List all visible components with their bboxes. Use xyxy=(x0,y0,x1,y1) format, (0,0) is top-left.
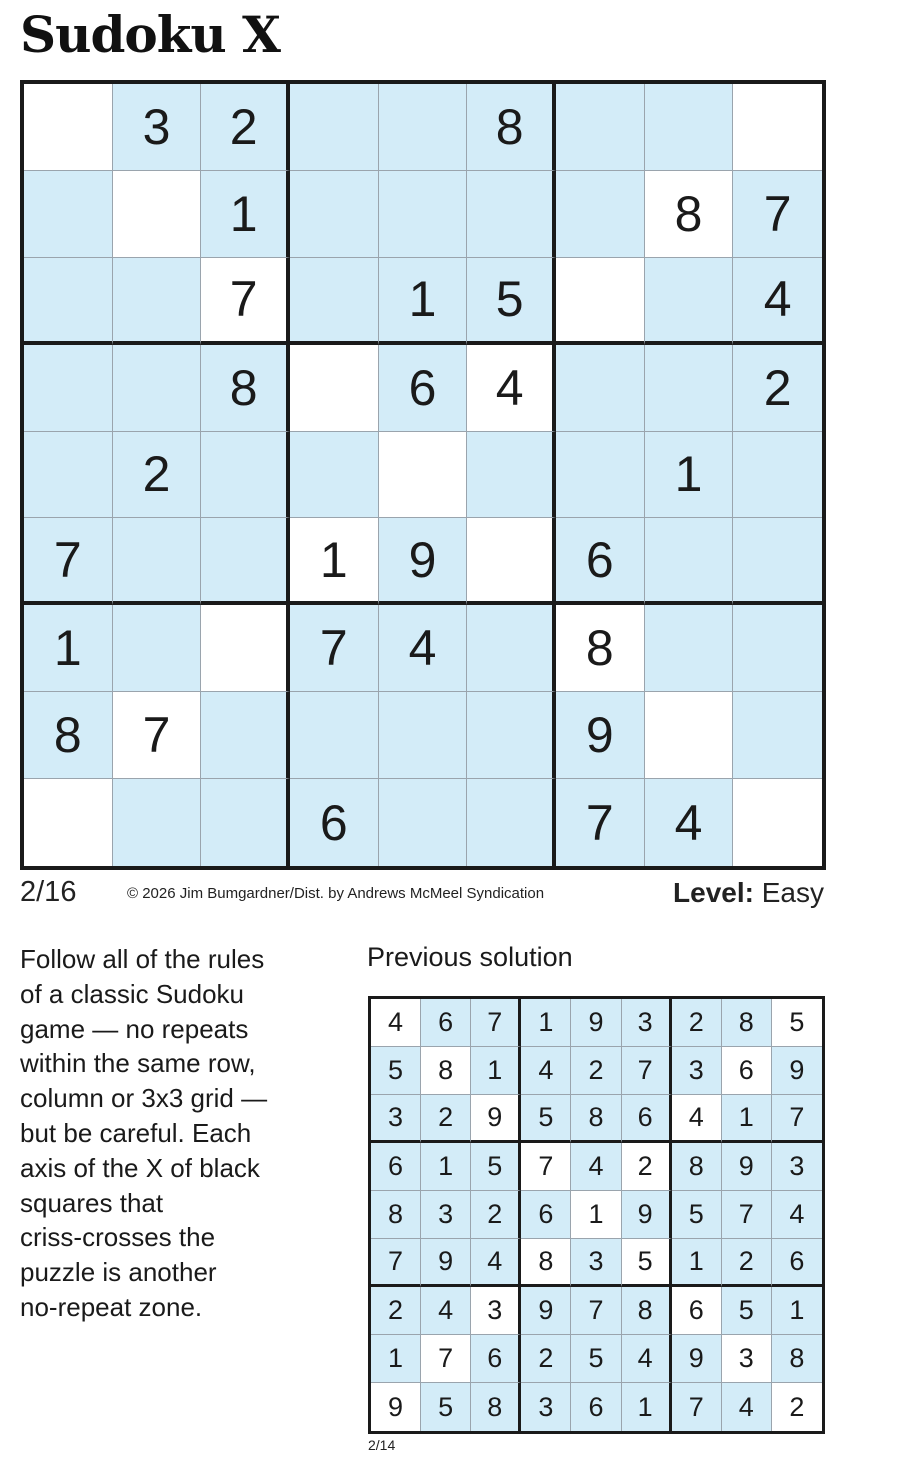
solution-cell: 2 xyxy=(722,1239,772,1287)
solution-cell: 8 xyxy=(672,1143,722,1191)
sudoku-cell[interactable] xyxy=(290,258,379,345)
sudoku-cell[interactable]: 1 xyxy=(290,518,379,605)
solution-cell: 8 xyxy=(622,1287,672,1335)
solution-cell: 8 xyxy=(471,1383,521,1431)
sudoku-cell[interactable] xyxy=(379,84,468,171)
solution-cell: 7 xyxy=(521,1143,571,1191)
sudoku-cell[interactable] xyxy=(113,171,202,258)
sudoku-cell[interactable] xyxy=(201,518,290,605)
sudoku-cell[interactable]: 7 xyxy=(733,171,822,258)
sudoku-cell[interactable] xyxy=(379,432,468,519)
sudoku-cell[interactable]: 1 xyxy=(379,258,468,345)
solution-cell: 2 xyxy=(421,1095,471,1143)
solution-cell: 5 xyxy=(421,1383,471,1431)
sudoku-cell[interactable] xyxy=(290,432,379,519)
sudoku-cell[interactable] xyxy=(733,432,822,519)
sudoku-cell[interactable] xyxy=(645,345,734,432)
solution-cell: 4 xyxy=(571,1143,621,1191)
sudoku-cell[interactable] xyxy=(556,345,645,432)
rules-line: of a classic Sudoku xyxy=(20,978,245,1009)
solution-cell: 6 xyxy=(371,1143,421,1191)
solution-cell: 6 xyxy=(722,1047,772,1095)
sudoku-cell[interactable] xyxy=(556,258,645,345)
solution-cell: 5 xyxy=(571,1335,621,1383)
solution-cell: 1 xyxy=(421,1143,471,1191)
solution-cell: 9 xyxy=(722,1143,772,1191)
solution-cell: 3 xyxy=(371,1095,421,1143)
rules-line: axis of the X of black xyxy=(20,1152,260,1183)
solution-cell: 1 xyxy=(471,1047,521,1095)
sudoku-cell[interactable] xyxy=(24,258,113,345)
sudoku-cell[interactable] xyxy=(201,605,290,692)
sudoku-cell[interactable] xyxy=(379,692,468,779)
solution-cell: 4 xyxy=(672,1095,722,1143)
sudoku-cell[interactable] xyxy=(24,432,113,519)
level-label: Level: xyxy=(673,877,754,908)
sudoku-cell[interactable]: 4 xyxy=(467,345,556,432)
sudoku-cell[interactable]: 1 xyxy=(201,171,290,258)
sudoku-cell[interactable] xyxy=(467,692,556,779)
sudoku-cell[interactable] xyxy=(379,171,468,258)
sudoku-cell[interactable] xyxy=(113,605,202,692)
sudoku-cell[interactable]: 9 xyxy=(556,692,645,779)
sudoku-cell[interactable]: 8 xyxy=(467,84,556,171)
sudoku-cell[interactable] xyxy=(467,171,556,258)
solution-cell: 9 xyxy=(672,1335,722,1383)
solution-cell: 7 xyxy=(672,1383,722,1431)
sudoku-cell[interactable]: 7 xyxy=(290,605,379,692)
sudoku-cell[interactable] xyxy=(24,171,113,258)
solution-cell: 1 xyxy=(571,1191,621,1239)
sudoku-cell[interactable]: 7 xyxy=(24,518,113,605)
sudoku-cell[interactable] xyxy=(290,345,379,432)
solution-cell: 3 xyxy=(622,999,672,1047)
copyright-notice: © 2026 Jim Bumgardner/Dist. by Andrews McMeel Syndication xyxy=(127,885,545,902)
solution-cell: 4 xyxy=(722,1383,772,1431)
sudoku-cell[interactable] xyxy=(24,84,113,171)
sudoku-cell[interactable]: 6 xyxy=(556,518,645,605)
solution-cell: 8 xyxy=(521,1239,571,1287)
rules-line: column or 3x3 grid — xyxy=(20,1083,268,1114)
solution-cell: 5 xyxy=(672,1191,722,1239)
solution-cell: 4 xyxy=(622,1335,672,1383)
solution-cell: 9 xyxy=(772,1047,822,1095)
solution-cell: 3 xyxy=(421,1191,471,1239)
solution-cell: 4 xyxy=(772,1191,822,1239)
solution-cell: 6 xyxy=(421,999,471,1047)
level-value: Easy xyxy=(761,877,824,908)
solution-cell: 2 xyxy=(471,1191,521,1239)
sudoku-cell[interactable] xyxy=(201,432,290,519)
solution-cell: 1 xyxy=(371,1335,421,1383)
solution-cell: 4 xyxy=(521,1047,571,1095)
solution-cell: 3 xyxy=(471,1287,521,1335)
rules-line: game — no repeats xyxy=(20,1013,249,1044)
sudoku-cell[interactable]: 2 xyxy=(201,84,290,171)
solution-cell: 9 xyxy=(571,999,621,1047)
solution-cell: 8 xyxy=(772,1335,822,1383)
solution-cell: 7 xyxy=(471,999,521,1047)
solution-cell: 2 xyxy=(622,1143,672,1191)
sudoku-cell[interactable] xyxy=(24,779,113,866)
solution-cell: 9 xyxy=(622,1191,672,1239)
solution-cell: 2 xyxy=(772,1383,822,1431)
sudoku-cell[interactable]: 7 xyxy=(556,779,645,866)
solution-cell: 1 xyxy=(722,1095,772,1143)
solution-cell: 6 xyxy=(772,1239,822,1287)
sudoku-cell[interactable] xyxy=(24,345,113,432)
sudoku-cell[interactable] xyxy=(556,84,645,171)
previous-solution-grid xyxy=(368,996,825,1434)
solution-cell: 6 xyxy=(471,1335,521,1383)
solution-cell: 3 xyxy=(571,1239,621,1287)
solution-cell: 6 xyxy=(672,1287,722,1335)
sudoku-cell[interactable]: 7 xyxy=(201,258,290,345)
sudoku-cell[interactable]: 8 xyxy=(556,605,645,692)
sudoku-cell[interactable] xyxy=(556,171,645,258)
solution-cell: 5 xyxy=(471,1143,521,1191)
sudoku-cell[interactable] xyxy=(733,779,822,866)
sudoku-cell[interactable] xyxy=(733,518,822,605)
sudoku-cell[interactable] xyxy=(733,692,822,779)
solution-cell: 7 xyxy=(722,1191,772,1239)
sudoku-cell[interactable] xyxy=(113,518,202,605)
sudoku-cell[interactable]: 9 xyxy=(379,518,468,605)
solution-cell: 4 xyxy=(471,1239,521,1287)
sudoku-cell[interactable] xyxy=(379,779,468,866)
sudoku-cell[interactable] xyxy=(290,171,379,258)
sudoku-cell[interactable]: 1 xyxy=(645,432,734,519)
rules-line: Follow all of the rules xyxy=(20,944,265,974)
rules-text xyxy=(20,942,320,1325)
puzzle-date: 2/16 xyxy=(20,876,77,908)
sudoku-grid xyxy=(20,80,826,870)
solution-cell: 5 xyxy=(521,1095,571,1143)
sudoku-cell[interactable]: 5 xyxy=(467,258,556,345)
sudoku-cell[interactable] xyxy=(467,779,556,866)
sudoku-cell[interactable] xyxy=(290,692,379,779)
solution-cell: 8 xyxy=(371,1191,421,1239)
sudoku-cell[interactable] xyxy=(645,692,734,779)
rules-line: squares that xyxy=(20,1187,164,1218)
solution-cell: 8 xyxy=(421,1047,471,1095)
rules-line: no-repeat zone. xyxy=(20,1291,203,1322)
solution-cell: 2 xyxy=(672,999,722,1047)
solution-cell: 7 xyxy=(371,1239,421,1287)
solution-cell: 3 xyxy=(722,1335,772,1383)
solution-cell: 7 xyxy=(571,1287,621,1335)
sudoku-cell[interactable] xyxy=(733,84,822,171)
sudoku-cell[interactable] xyxy=(467,605,556,692)
solution-cell: 7 xyxy=(772,1095,822,1143)
solution-cell: 5 xyxy=(772,999,822,1047)
solution-cell: 6 xyxy=(521,1191,571,1239)
solution-cell: 6 xyxy=(571,1383,621,1431)
sudoku-cell[interactable]: 4 xyxy=(733,258,822,345)
rules-line: puzzle is another xyxy=(20,1257,217,1288)
sudoku-cell[interactable]: 4 xyxy=(645,779,734,866)
sudoku-cell[interactable] xyxy=(467,518,556,605)
solution-cell: 9 xyxy=(421,1239,471,1287)
sudoku-cell[interactable]: 8 xyxy=(645,171,734,258)
sudoku-cell[interactable]: 1 xyxy=(24,605,113,692)
previous-solution-date: 2/14 xyxy=(368,1437,396,1453)
sudoku-cell[interactable] xyxy=(467,432,556,519)
sudoku-cell[interactable] xyxy=(201,692,290,779)
solution-cell: 1 xyxy=(622,1383,672,1431)
sudoku-cell[interactable]: 2 xyxy=(733,345,822,432)
solution-cell: 7 xyxy=(421,1335,471,1383)
solution-cell: 4 xyxy=(421,1287,471,1335)
sudoku-cell[interactable]: 2 xyxy=(113,432,202,519)
sudoku-cell[interactable]: 6 xyxy=(290,779,379,866)
solution-cell: 3 xyxy=(772,1143,822,1191)
sudoku-cell[interactable] xyxy=(290,84,379,171)
solution-cell: 3 xyxy=(672,1047,722,1095)
solution-cell: 8 xyxy=(571,1095,621,1143)
sudoku-cell[interactable]: 7 xyxy=(113,692,202,779)
solution-cell: 3 xyxy=(521,1383,571,1431)
sudoku-cell[interactable] xyxy=(113,345,202,432)
sudoku-cell[interactable] xyxy=(113,258,202,345)
solution-cell: 2 xyxy=(521,1335,571,1383)
sudoku-cell[interactable] xyxy=(645,605,734,692)
solution-cell: 6 xyxy=(622,1095,672,1143)
solution-cell: 9 xyxy=(371,1383,421,1431)
sudoku-cell[interactable] xyxy=(645,84,734,171)
sudoku-cell[interactable] xyxy=(733,605,822,692)
previous-solution-label: Previous solution xyxy=(367,942,573,972)
rules-line: criss-crosses the xyxy=(20,1222,216,1253)
solution-cell: 7 xyxy=(622,1047,672,1095)
solution-cell: 1 xyxy=(521,999,571,1047)
sudoku-cell[interactable] xyxy=(645,258,734,345)
sudoku-cell[interactable]: 8 xyxy=(201,345,290,432)
solution-cell: 5 xyxy=(722,1287,772,1335)
solution-cell: 2 xyxy=(571,1047,621,1095)
sudoku-cell[interactable]: 8 xyxy=(24,692,113,779)
sudoku-cell[interactable] xyxy=(201,779,290,866)
sudoku-cell[interactable] xyxy=(113,779,202,866)
sudoku-cell[interactable] xyxy=(556,432,645,519)
solution-cell: 2 xyxy=(371,1287,421,1335)
solution-cell: 8 xyxy=(722,999,772,1047)
sudoku-cell[interactable]: 3 xyxy=(113,84,202,171)
solution-cell: 9 xyxy=(521,1287,571,1335)
sudoku-cell[interactable] xyxy=(645,518,734,605)
solution-cell: 5 xyxy=(622,1239,672,1287)
solution-cell: 1 xyxy=(672,1239,722,1287)
difficulty-level xyxy=(673,877,824,909)
rules-line: but be careful. Each xyxy=(20,1117,252,1148)
rules-line: within the same row, xyxy=(20,1048,256,1079)
solution-cell: 1 xyxy=(772,1287,822,1335)
puzzle-title: Sudoku X xyxy=(20,5,280,64)
solution-cell: 5 xyxy=(371,1047,421,1095)
sudoku-cell[interactable]: 4 xyxy=(379,605,468,692)
solution-cell: 9 xyxy=(471,1095,521,1143)
sudoku-cell[interactable]: 6 xyxy=(379,345,468,432)
solution-cell: 4 xyxy=(371,999,421,1047)
